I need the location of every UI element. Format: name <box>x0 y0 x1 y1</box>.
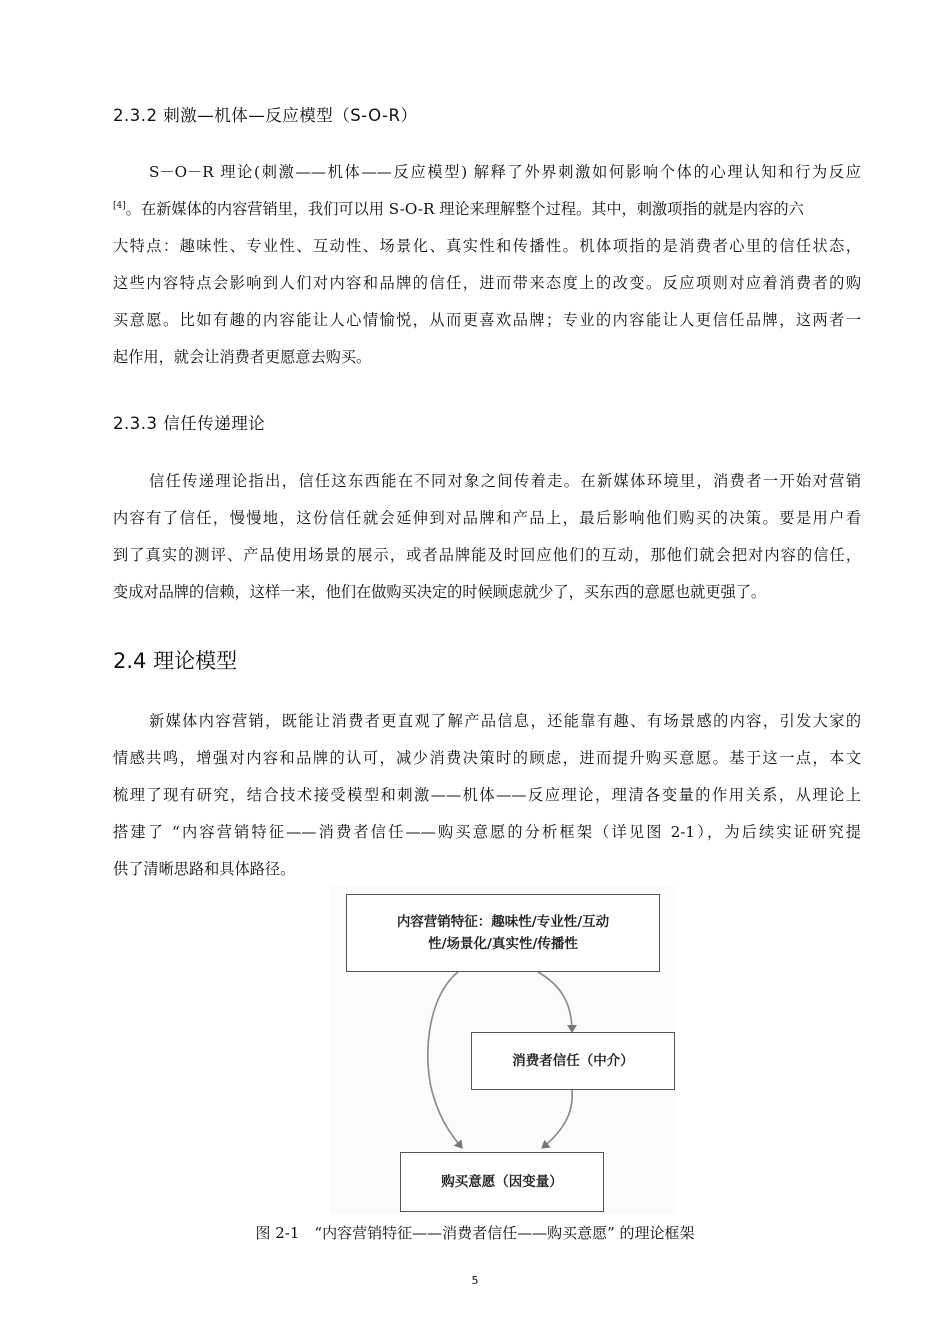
box-text: 性/场景化/真实性/传播性 <box>428 936 578 952</box>
paragraph-line: 内容有了信任，慢慢地，这份信任就会延伸到对品牌和产品上，最后影响他们购买的决策。要是用户看 <box>113 509 861 527</box>
paragraph-line: 到了真实的测评、产品使用场景的展示，或者品牌能及时回应他们的互动，那他们就会把对内容的信任， <box>113 546 861 564</box>
paragraph-line: 梳理了现有研究，结合技术接受模型和刺激——机体——反应理论，理清各变量的作用关系，从理论上 <box>113 786 861 804</box>
paragraph-line: 起作用，就会让消费者更愿意去购买。 <box>113 348 372 366</box>
paragraph-line: 信任传递理论指出，信任这东西能在不同对象之间传着走。在新媒体环境里，消费者一开始对营销 <box>149 472 861 490</box>
paragraph-line: 搭建了 “内容营销特征——消费者信任——购买意愿的分析框架（详见图 2-1），为后续实证研究提 <box>113 823 861 841</box>
section-heading-2-4: 2.4 理论模型 <box>113 649 238 673</box>
box-consumer-trust <box>471 1032 675 1090</box>
framework-diagram <box>330 886 676 1214</box>
paragraph-line: 情感共鸣，增强对内容和品牌的认可，减少消费决策时的顾虑，进而提升购买意愿。基于这一点，本文 <box>113 749 861 767</box>
section-heading-2-3-2: 2.3.2 刺激—机体—反应模型（S-O-R） <box>113 106 418 125</box>
page-number: 5 <box>471 1274 479 1287</box>
section-heading-2-3-3: 2.3.3 信任传递理论 <box>113 414 266 433</box>
box-purchase-intention <box>400 1152 604 1212</box>
figure-caption: 图 2-1 “内容营销特征——消费者信任——购买意愿” 的理论框架 <box>255 1224 695 1242</box>
paragraph-line: 变成对品牌的信赖，这样一来，他们在做购买决定的时候顾虑就少了，买东西的意愿也就更强了。 <box>113 583 767 601</box>
arrow-features-to-intention <box>428 972 462 1148</box>
paragraph-line: 供了清晰思路和具体路径。 <box>113 860 296 878</box>
box-text: 消费者信任（中介） <box>512 1053 634 1069</box>
paragraph-line: 这些内容特点会影响到人们对内容和品牌的信任，进而带来态度上的改变。反应项则对应着消费者的购 <box>113 274 861 292</box>
citation-mark: [4] <box>113 200 126 211</box>
box-text: 内容营销特征：趣味性/专业性/互动 <box>396 914 610 930</box>
paragraph-line: 大特点：趣味性、专业性、互动性、场景化、真实性和传播性。机体项指的是消费者心里的信任状态， <box>113 237 861 255</box>
box-text: 购买意愿（因变量） <box>441 1174 563 1190</box>
arrow-features-to-trust <box>538 972 572 1032</box>
paragraph-line: S－O－R 理论(刺激——机体——反应模型) 解释了外界刺激如何影响个体的心理认知和行为反应 <box>149 163 861 181</box>
paragraph-line: 买意愿。比如有趣的内容能让人心情愉悦，从而更喜欢品牌；专业的内容能让人更信任品牌，这两者一 <box>113 311 861 329</box>
paragraph-line-with-citation: [4]。在新媒体的内容营销里，我们可以用 S-O-R 理论来理解整个过程。其中，刺激项指的就是内容的六 <box>113 200 804 218</box>
box-content-marketing-features <box>346 894 660 972</box>
arrow-trust-to-intention <box>542 1090 572 1148</box>
paragraph-line: 新媒体内容营销，既能让消费者更直观了解产品信息，还能靠有趣、有场景感的内容，引发大家的 <box>149 712 861 730</box>
